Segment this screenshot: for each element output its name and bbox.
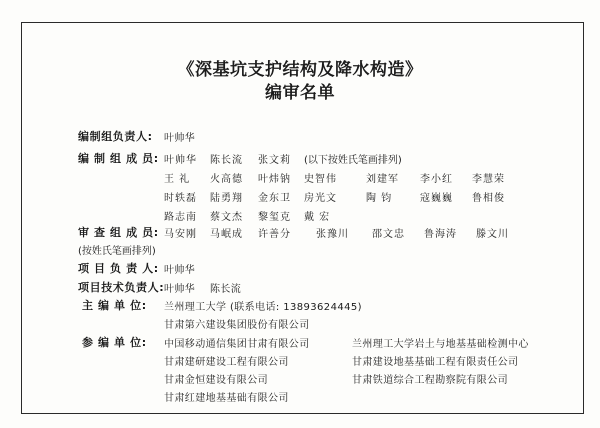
participating-unit: 中国移动通信集团甘肃有限公司 — [164, 339, 310, 350]
participating-unit: 甘肃建研建设工程有限公司 — [164, 357, 289, 368]
reviewer-name: 张豫川 — [316, 229, 349, 240]
participating-unit: 甘肃铁道综合工程勘察院有限公司 — [352, 375, 508, 386]
editor-name: 戴 宏 — [304, 212, 331, 223]
reviewer-name: 邵文忠 — [372, 229, 405, 240]
chief-unit-line: 兰州理工大学 (联系电话: 13893624445) — [164, 302, 362, 313]
tech-lead-name: 陈长流 — [210, 284, 242, 295]
editor-name: 陈长流 — [210, 155, 243, 166]
project-lead-name: 叶帅华 — [164, 265, 196, 276]
project-lead-label: 项 目 负 责 人: — [78, 262, 159, 275]
editor-name: 时轶磊 — [164, 193, 197, 204]
editor-name: 叶炜钠 — [258, 174, 291, 185]
reviewer-name: 马岷成 — [210, 229, 243, 240]
editor-name: 路志南 — [164, 212, 197, 223]
reviewers-label: 审 查 组 成 员: — [78, 226, 159, 239]
participating-unit: 甘肃建设地基基础工程有限责任公司 — [352, 357, 519, 368]
document-subtitle: 编审名单 — [265, 83, 335, 103]
document-title: 《深基坑支护结构及降水构造》 — [177, 60, 423, 80]
editor-name: 刘建军 — [366, 174, 399, 185]
reviewer-name: 滕文川 — [476, 229, 509, 240]
editor-name: 房光文 — [304, 193, 337, 204]
editor-name: 张文莉 — [258, 155, 291, 166]
editor-name: 王 礼 — [164, 174, 191, 185]
editor-name: 蔡文杰 — [210, 212, 243, 223]
editor-lead-label: 编制组负责人: — [78, 130, 153, 143]
editor-name: 李慧荣 — [472, 174, 505, 185]
reviewer-name: 马安刚 — [164, 229, 197, 240]
editors-label: 编 制 组 成 员: — [78, 152, 159, 165]
chief-unit-line: 甘肃第六建设集团股份有限公司 — [164, 320, 310, 331]
participating-unit: 甘肃金恒建设有限公司 — [164, 375, 268, 386]
editor-lead-name: 叶帅华 — [164, 133, 196, 144]
editors-order-note: (以下按姓氏笔画排列) — [304, 155, 402, 166]
participating-units-label: 参 编 单 位: — [82, 336, 147, 349]
reviewer-name: 鲁海涛 — [424, 229, 457, 240]
reviewers-order-note: (按姓氏笔画排列) — [78, 246, 156, 257]
reviewer-name: 许善分 — [258, 229, 291, 240]
editor-name: 陶 钧 — [366, 193, 393, 204]
editor-name: 叶帅华 — [164, 155, 197, 166]
editor-name: 陆勇翔 — [210, 193, 243, 204]
chief-unit-label: 主 编 单 位: — [82, 299, 147, 312]
tech-lead-name: 叶帅华 — [164, 284, 196, 295]
editor-name: 金东卫 — [258, 193, 291, 204]
participating-unit: 兰州理工大学岩土与地基基础检测中心 — [352, 339, 529, 350]
tech-lead-label: 项目技术负责人: — [78, 281, 165, 294]
editor-name: 鲁相俊 — [472, 193, 505, 204]
editor-name: 黎玺克 — [258, 212, 291, 223]
editor-name: 史智伟 — [304, 174, 337, 185]
editor-name: 李小红 — [420, 174, 453, 185]
editor-name: 寇巍巍 — [420, 193, 453, 204]
editor-name: 火高德 — [210, 174, 243, 185]
participating-unit: 甘肃红建地基基础有限公司 — [164, 393, 289, 404]
